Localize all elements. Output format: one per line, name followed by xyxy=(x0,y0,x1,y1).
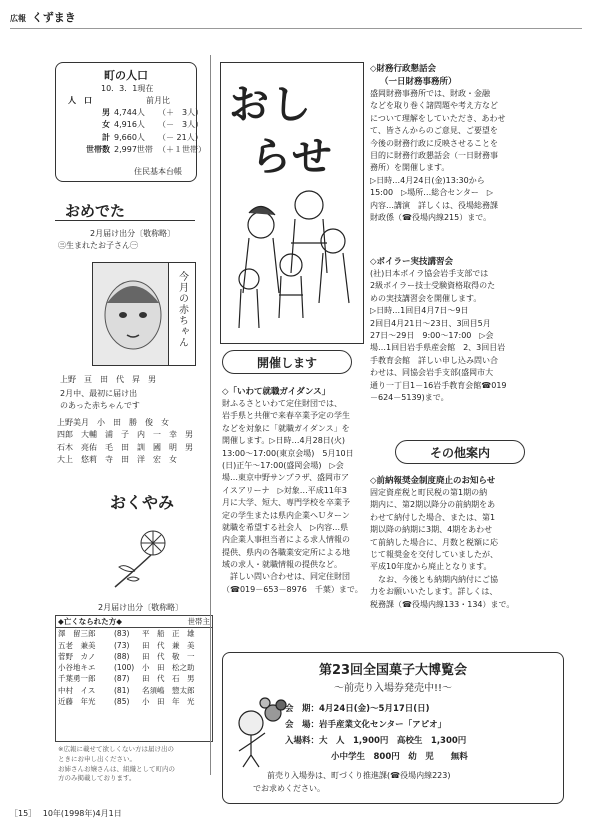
table-row: 五老 兼美 (73) 田 代 兼 美 xyxy=(58,640,195,650)
omedeta-title: おめでた xyxy=(65,202,126,220)
population-date: 10．3．1現在 xyxy=(101,84,154,93)
list-item: 石木 亮佑 毛 田 訓 國 明 男 xyxy=(57,442,193,452)
omedeta-period: 2月届け出分〔敬称略〕 xyxy=(90,229,176,238)
population-col-head: 前月比 xyxy=(146,96,170,105)
population-table xyxy=(66,107,206,157)
expo-venue-row: 会 場：岩手産業文化センター「アピオ」 xyxy=(285,720,447,730)
omedeta-sub: ㊂生まれたお子さん㊀ xyxy=(58,241,138,250)
baby-side-label: 今月の赤ちゃん xyxy=(176,271,188,348)
sonota-heading: ◇前納報奨金制度廃止のお知らせ xyxy=(370,476,496,486)
population-row: 男 4,744人 （＋ 3人） xyxy=(102,108,204,117)
population-label: 人 口 xyxy=(68,96,92,105)
okuyami-notes: ※広報に載せて欲しくない方は届け出の ときにお申し出ください。 お姉さんお嬢さんは、組織として町内の 方のみ掲載しております。 xyxy=(58,745,175,783)
omedeta-list xyxy=(57,417,193,467)
oshirase-title-2: らせ xyxy=(251,134,334,180)
mascot-illustration xyxy=(229,693,289,768)
table-row: 近藤 年光 (85) 小 田 年 光 xyxy=(58,696,195,706)
footer-date: 10年(1998年)4月1日 xyxy=(42,809,122,818)
list-item: 上野美月 小 田 勝 俊 女 xyxy=(57,418,169,427)
zaimu-body: 盛岡財務事務所では、財政・金融 などを取り巻く諸問題や考え方など について理解をしていただき、あわせ て、皆さんからのご意見、ご要望を 今後の財務行政に反映させることを 目的に財務行政懇話会（一日財務事 務所）を開催します。 ▷日時…4月24日(金)13:30から 15:00 ▷場所…総合センター ▷ 内容…講演 詳しくは、役場総務課 財政係（☎役場内線215）まで。 xyxy=(370,89,506,222)
zaimu-heading: ◇財務行政懇話会 xyxy=(370,64,437,74)
oshirase-box xyxy=(220,62,364,344)
list-item: 四郎 大輔 浦 子 内 一 幸 男 xyxy=(57,430,193,440)
okuyami-period: 2月届け出分〔敬称略〕 xyxy=(98,603,184,612)
expo-subtitle: ～前売り入場券発売中!!～ xyxy=(333,683,453,694)
late-note-1: 2月中、最初に届け出 xyxy=(60,389,138,398)
population-row: 女 4,916人 （－ 3人） xyxy=(102,120,204,130)
sonota-body: 固定資産税と町民税の第1期の納 期内に、第2期以降分の前納期をあ わせて納付した場合、または、第1 期以降の納期に3期、4期をあわせ て前納した場合に、月数と税額に応 じて報奨金を交付していましたが、 平成10年度から廃止となります。 なお、今後とも納期内納付にご協 力をお願いいたします。詳しくは、 税務課（☎役場内線133・134）まで。 xyxy=(370,488,515,609)
oshirase-title-1: おし xyxy=(229,82,313,128)
population-row: 世帯数 2,997世帯 （＋１世帯） xyxy=(86,145,206,155)
expo-title: 第23回全国菓子大博覧会 xyxy=(318,663,468,678)
kaisai-body: 財ふるさといわて定住財団では、 岩手県と共催で来春卒業予定の学生 などを対象に「就職ガイダンス」を 開催します。▷日時…4月28日(火) 13:00～17:00(東京会場) 5月10日 (日)正午～17:00(盛岡会場) ▷会 場…東京中野サンプラザ、盛岡市ア イスアリーナ ▷対象…平成11年3 月に大学、短大、専門学校を卒業予 定の学生または県内企業へＵターン 就職を希望する社会人 ▷内容…県 内企業人事担当者による求人情報の 提供、県内の各職業安定所による地 域の求人・就職情報の提供など。 詳しい問い合わせは、同定住財団 （☎019－653－8976 千葉）まで。 xyxy=(222,399,363,594)
boiler-body: (社)日本ボイラ協会岩手支部では 2級ボイラー技士受験資格取得のた めの実技講習会を開催します。 ▷日時…1回目4月7日～9日 2回目4月21日～23日、3回目5月 27日～29日 9:00～17:00 ▷会 場…1回目岩手県産会館 2、3回目岩 手教育会館 詳しい申し込み問い合 わせは、同協会岩手支部(盛岡市大 通り一丁目1－16岩手教育会館☎019 －624－5139)まで。 xyxy=(370,269,507,402)
okuyami-title: おくやみ xyxy=(110,493,175,512)
table-row: 澤 留三郎 (83) 平 船 正 雄 xyxy=(58,629,195,639)
column-divider xyxy=(210,55,211,775)
table-row: 中村 イス (81) 名須嶋 惣太郎 xyxy=(58,685,195,695)
table-row: 小谷地キエ (100) 小 田 松之助 xyxy=(58,663,195,672)
expo-fee-row-2: 小中学生 800円 幼 児 無料 xyxy=(331,752,468,762)
expo-box xyxy=(222,652,564,804)
table-row: 菅野 カノ (88) 田 代 敬 一 xyxy=(58,651,195,661)
population-source: 住民基本台帳 xyxy=(134,167,182,176)
late-note-2: のあった赤ちゃんです xyxy=(60,401,140,410)
expo-note-2: でお求めください。 xyxy=(253,784,325,793)
baby-name: 上野 亘 田 代 昇 男 xyxy=(60,375,156,384)
boiler-heading: ◇ボイラー実技講習会 xyxy=(370,257,454,267)
kaisai-heading: ◇「いわて就職ガイダンス」 xyxy=(222,387,331,397)
kaisai-banner: 開催します xyxy=(222,350,352,374)
family-illustration xyxy=(231,183,353,333)
baby-photo-frame xyxy=(92,262,174,366)
header-section: 広報 くずまき xyxy=(10,11,76,24)
population-title: 町の人口 xyxy=(104,69,148,82)
footer xyxy=(10,808,122,820)
footer-page: ［15］ xyxy=(10,809,37,818)
okuyami-header-row: ◆亡くなられた方◆ 世帯主 xyxy=(56,616,212,628)
okuyami-table xyxy=(55,615,213,742)
population-box xyxy=(55,62,206,182)
omedeta-title-bar xyxy=(55,200,195,221)
expo-note-1: 前売り入場券は、町づくり推進課(☎役場内線223) xyxy=(267,771,451,780)
list-item: 大上 悠莉 寺 田 洋 宏 女 xyxy=(57,455,177,465)
expo-period-row: 会 期：4月24日(金)～5月17日(日) xyxy=(285,704,430,714)
chrysanthemum-icon xyxy=(105,525,175,599)
baby-photo xyxy=(93,263,173,365)
expo-fee-row: 入場料：大 人 1,900円 高校生 1,300円 xyxy=(285,736,467,746)
zaimu-sub: （一日財務事務所） xyxy=(380,77,457,87)
population-row: 計 9,660人 （－ 21人） xyxy=(102,132,203,142)
header-title: くずまき xyxy=(31,11,76,24)
table-row: 千葉勇一郎 (87) 田 代 石 男 xyxy=(58,674,195,684)
sonota-banner: その他案内 xyxy=(395,440,525,464)
baby-side-panel xyxy=(168,262,196,366)
header-rule xyxy=(10,28,582,29)
